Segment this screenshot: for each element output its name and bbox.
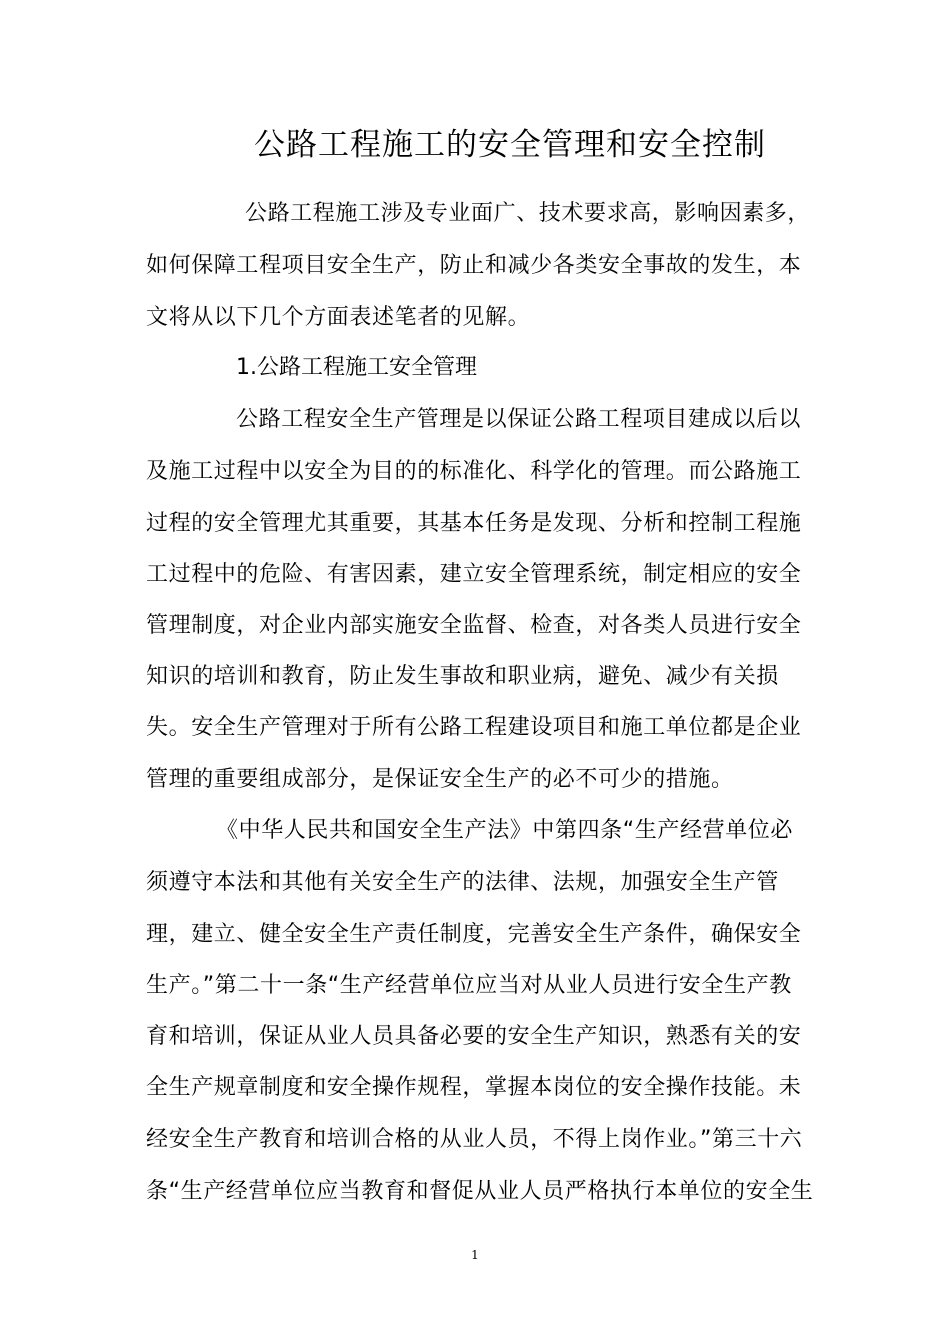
paragraph-line: 管理的重要组成部分，是保证安全生产的必不可少的措施。	[146, 767, 734, 792]
paragraph-line: 育和培训，保证从业人员具备必要的安全生产知识，熟悉有关的安	[146, 1024, 802, 1049]
paragraph-line: 及施工过程中以安全为目的的标准化、科学化的管理。而公路施工	[146, 459, 802, 484]
paragraph-line: 公路工程施工涉及专业面广、技术要求高，影响因素多，	[245, 201, 811, 226]
paragraph-line: 须遵守本法和其他有关安全生产的法律、法规，加强安全生产管	[146, 870, 779, 895]
paragraph-line: 公路工程安全生产管理是以保证公路工程项目建成以后以	[236, 407, 802, 432]
paragraph-line: 管理制度，对企业内部实施安全监督、检查，对各类人员进行安全	[146, 613, 802, 638]
paragraph-line: 知识的培训和教育，防止发生事故和职业病，避免、减少有关损	[146, 664, 779, 689]
section-heading: 1.公路工程施工安全管理	[236, 355, 477, 380]
paragraph-line: 条“生产经营单位应当教育和督促从业人员严格执行本单位的安全生	[146, 1179, 814, 1204]
paragraph-line: 《中华人民共和国安全生产法》中第四条“生产经营单位必	[216, 818, 793, 843]
paragraph-line: 如何保障工程项目安全生产，防止和减少各类安全事故的发生，本	[146, 253, 802, 278]
document-title: 公路工程施工的安全管理和安全控制	[254, 127, 766, 163]
page-number: 1	[471, 1248, 479, 1262]
paragraph-line: 全生产规章制度和安全操作规程，掌握本岗位的安全操作技能。未	[146, 1075, 802, 1100]
paragraph-line: 过程的安全管理尤其重要，其基本任务是发现、分析和控制工程施	[146, 511, 802, 536]
paragraph-line: 文将从以下几个方面表述笔者的见解。	[146, 305, 531, 330]
paragraph-line: 经安全生产教育和培训合格的从业人员，不得上岗作业。”第三十六	[146, 1127, 803, 1152]
paragraph-line: 工过程中的危险、有害因素，建立安全管理系统，制定相应的安全	[146, 562, 802, 587]
paragraph-line: 失。安全生产管理对于所有公路工程建设项目和施工单位都是企业	[146, 715, 802, 740]
paragraph-line: 生产。”第二十一条“生产经营单位应当对从业人员进行安全生产教	[146, 973, 792, 998]
paragraph-line: 理，建立、健全安全生产责任制度，完善安全生产条件，确保安全	[146, 922, 802, 947]
